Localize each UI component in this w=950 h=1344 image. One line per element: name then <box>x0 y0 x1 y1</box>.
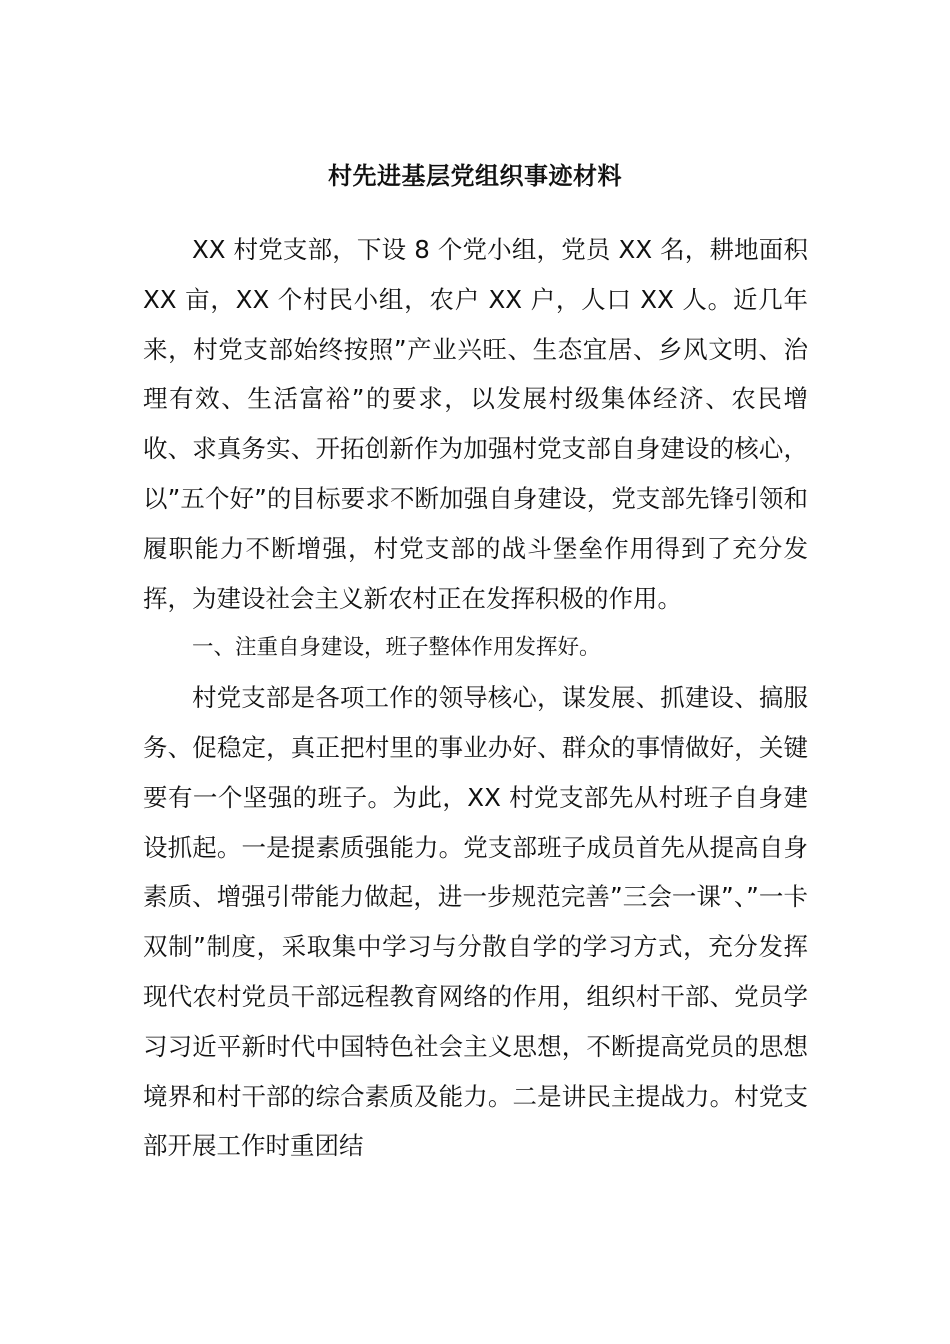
page-title: 村先进基层党组织事迹材料 <box>328 162 622 190</box>
intro-paragraph: XX 村党支部，下设 8 个党小组，党员 XX 名，耕地面积 XX 亩，XX 个村民小组，农户 XX 户，人口 XX 人。近几年来，村党支部始终按照”产业兴旺、生态宜居、乡风文明、治理有效、生活富裕”的要求，以发展村级集体经济、农民增收、求真务实、开拓创新作为加强村党支部自身建设的核心，以”五个好”的目标要求不断加强自身建设，党支部先锋引领和履职能力不断增强，村党支部的战斗堡垒作用得到了充分发挥，为建设社会主义新农村正在发挥积极的作用。 <box>143 235 808 613</box>
document-body <box>143 225 808 1171</box>
section-heading: 一、注重自身建设，班子整体作用发挥好。 <box>192 635 601 661</box>
section-paragraph: 村党支部是各项工作的领导核心，谋发展、抓建设、搞服务、促稳定，真正把村里的事业办好、群众的事情做好，关键要有一个坚强的班子。为此，XX 村党支部先从村班子自身建设抓起。一是提素质强能力。党支部班子成员首先从提高自身素质、增强引带能力做起，进一步规范完善”三会一课”、”一卡双制”制度，采取集中学习与分散自学的学习方式，充分发挥现代农村党员干部远程教育网络的作用，组织村干部、党员学习习近平新时代中国特色社会主义思想，不断提高党员的思想境界和村干部的综合素质及能力。二是讲民主提战力。村党支部开展工作时重团结 <box>143 683 808 1161</box>
